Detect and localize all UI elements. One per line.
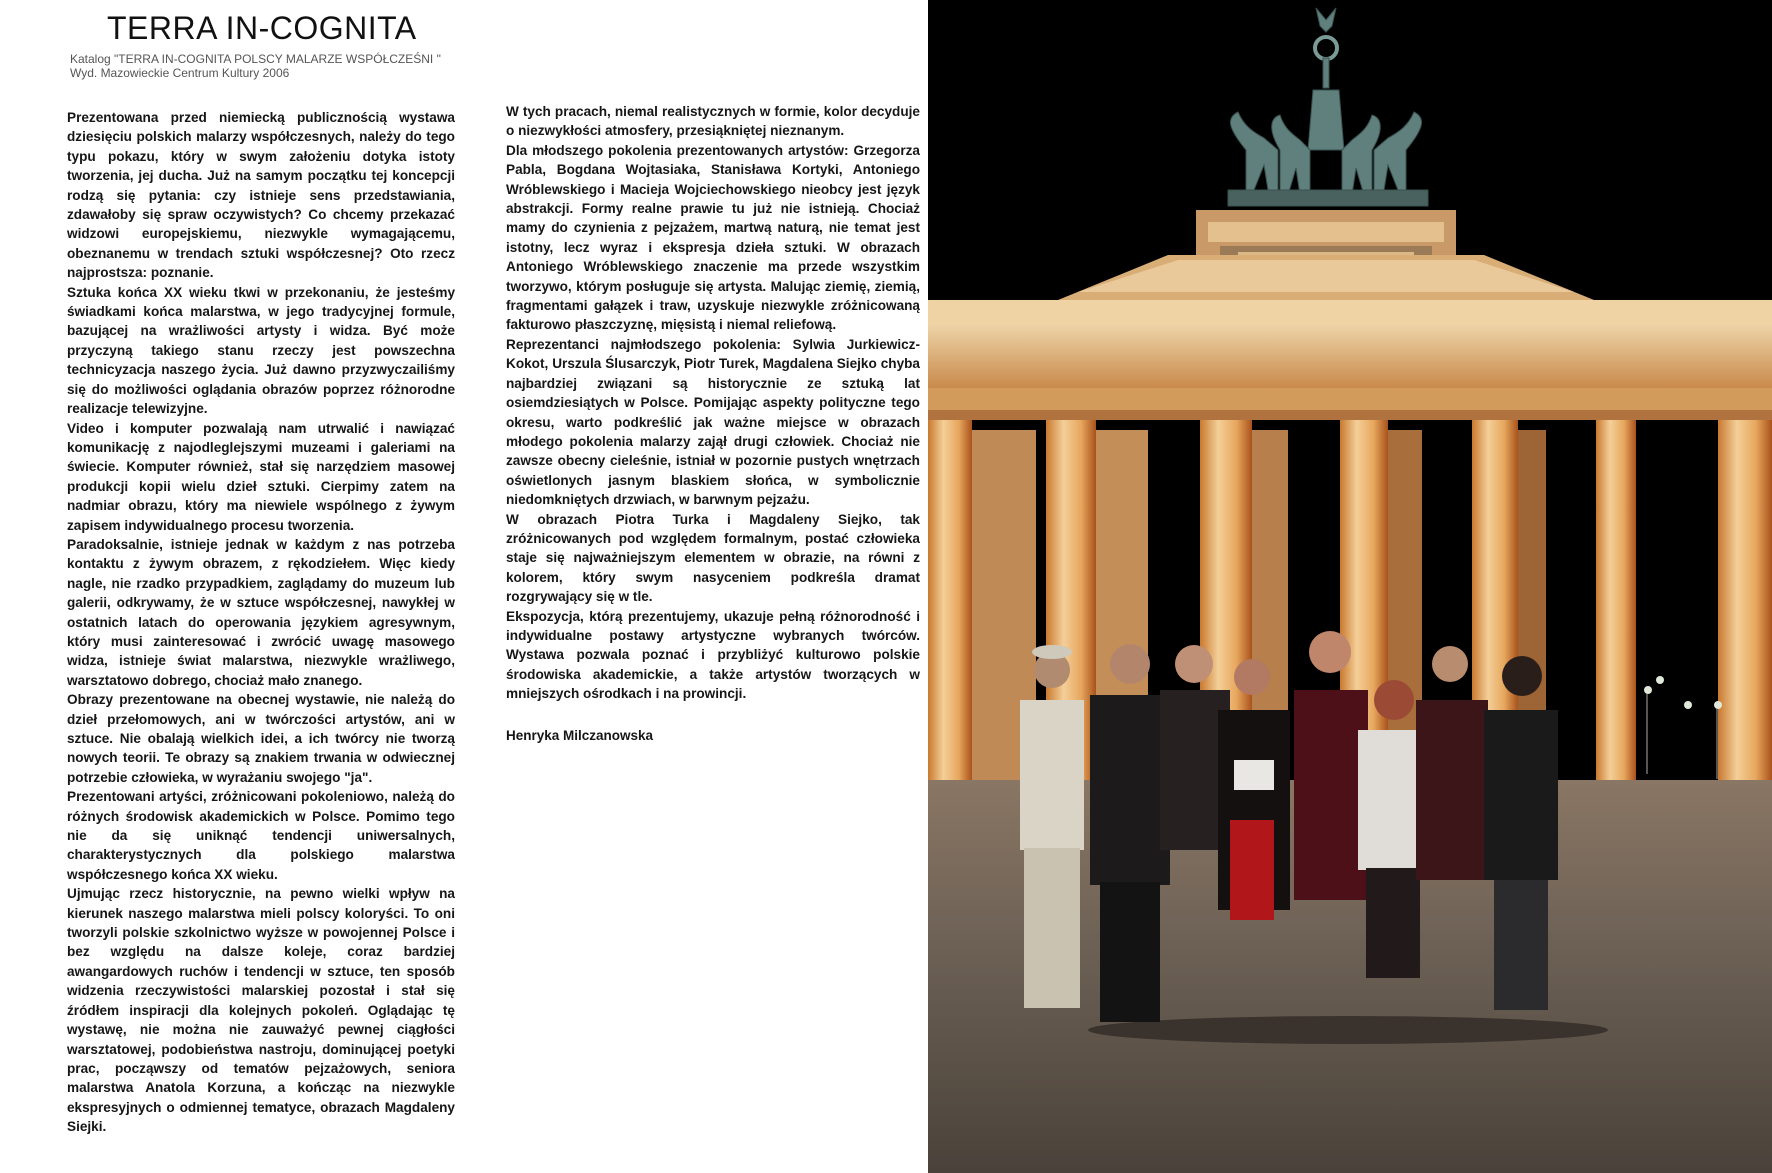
paragraph: W tych pracach, niemal realistycznych w formie, kolor decyduje o niezwykłości atmosfery, przesiąkniętej nieznanym. (506, 104, 920, 139)
page-title: TERRA IN-COGNITA (107, 10, 417, 46)
paragraph: Ujmując rzecz historycznie, na pewno wielki wpływ na kierunek naszego malarstwa mieli polscy koloryści. To oni tworzyli polskie szkolnictwo wyższe w powojennej Polsce i bez względu na dalsze koleje, coraz bardziej awangardowych ruchów i tendencji w sztuce, ten sposób widzenia rzeczywistości malarskiej pozostał i stał się źródłem inspiracji dla kolejnych pokoleń. Oglądając tę wystawę, nie można nie zauważyć pewnej ciągłości warsztatowej, podobieństwa nastroju, dominującej poetyki prac, począwszy od tematów pejzażowych, seniora malarstwa Anatola Korzuna, a kończąc na niezwykle ekspresyjnych o odmiennej tematyce, obrazach Magdaleny Siejki. (67, 886, 455, 1135)
catalog-info (70, 52, 441, 80)
paragraph: Prezentowani artyści, zróżnicowani pokoleniowo, należą do różnych środowisk akademickich w Polsce. Pomimo tego nie da się uniknąć tendencji uniwersalnych, charakterystycznych dla polskiego malarstwa współczesnego końca XX wieku. (67, 789, 455, 882)
catalog-publisher-line: Wyd. Mazowieckie Centrum Kultury 2006 (70, 66, 290, 80)
article-left-column (67, 108, 455, 1137)
paragraph: W obrazach Piotra Turka i Magdaleny Siejko, tak zróżnicowanych pod względem formalnym, postać człowieka staje się najważniejszym elementem w obrazie, na równi z kolorem, który swym nasyceniem podkreśla dramat rozgrywający się w tle. (506, 511, 920, 605)
gate-entablature (928, 300, 1772, 420)
paragraph: Paradoksalnie, istnieje jednak w każdym z nas potrzeba kontaktu z żywym obrazem, z rękodziełem. Więc kiedy nagle, nie rzadko przypadkiem, zaglądamy do muzeum lub galerii, odkrywamy, że w sztuce współczesnej, nawykłej w ostatnich latach do operowania językiem agresywnym, który musi zainteresować i zwrócić uwagę masowego widza, istnieje świat malarstwa, niezwykle wrażliwego, warsztatowo dobrego, chociaż mało znanego. (67, 536, 455, 688)
paragraph: Video i komputer pozwalają nam utrwalić i nawiązać komunikację z najodleglejszymi muzeami i galeriami na świecie. Komputer również, stał się narzędziem masowej produkcji kopii wielu dzieł sztuki. Cierpimy zatem na nadmiar obrazu, który ma niewiele wspólnego z żywym zapisem indywidualnego procesu tworzenia. (67, 420, 455, 533)
article-right-column (506, 102, 920, 745)
paragraph: Obrazy prezentowane na obecnej wystawie, nie należą do dzieł przełomowych, ani w twórczości artystów, ani w sztuce. Nie obalają wielkich idei, a ich twórcy nie tworzą nowych teorii. Te obrazy są znakiem trwania w odwiecznej potrzebie człowieka, w wyrażaniu swojego "ja". (67, 692, 455, 785)
photo-illustration (928, 0, 1772, 1173)
paragraph: Prezentowana przed niemiecką publicznością wystawa dziesięciu polskich malarzy współczesnych, należy do tego typu pokazu, który w swym założeniu dotyka istoty tworzenia, jej ducha. Już na samym początku tej koncepcji rodzą się pytania: czy istnieje sens przedstawiania, zdawałoby się spraw oczywistych? Co chcemy przekazać widzowi europejskiemu, niezwykle wymagającemu, obeznanemu w trendach sztuki współczesnej? Oto rzecz najprostsza: poznanie. (67, 110, 455, 281)
paragraph: Reprezentanci najmłodszego pokolenia: Sylwia Jurkiewicz-Kokot, Urszula Ślusarczyk, Piotr Turek, Magdalena Siejko chyba najbardziej związani są historycznie ze sztuką lat osiemdziesiątych w Polsce. Pomijając aspekty polityczne tego okresu, warto podkreślić jak ważne miejsce w obrazach młodego pokolenia malarzy zajął drugi człowiek. Chociaż nie zawsze obecny cieleśnie, istniał w pozornie pustych wnętrzach oświetlonych jasnym blaskiem słońca, w symbolicznie niedomkniętych drzwiach, w barwnym pejzażu. (506, 336, 920, 508)
paragraph: Ekspozycja, którą prezentujemy, ukazuje pełną różnorodność i indywidualne postawy artystyczne wybranych twórców. Wystawa pozwala poznać i przybliżyć kulturowo polskie środowiska akademickie, a także artystów tworzących w mniejszych ośrodkach i na prowincji. (506, 608, 920, 702)
author-signature: Henryka Milczanowska (506, 727, 654, 743)
brandenburg-gate-photo (928, 0, 1772, 1173)
catalog-title-line: Katalog "TERRA IN-COGNITA POLSCY MALARZE WSPÓŁCZEŚNI " (70, 52, 441, 66)
paragraph: Sztuka końca XX wieku tkwi w przekonaniu, że jesteśmy świadkami końca malarstwa, w jego tradycyjnej formule, bazującej na wrażliwości artysty i widza. Być może przyczyną takiego stanu rzeczy jest powszechna technicyzacja naszego życia. Już dawno przyzwyczailiśmy się do możliwości oglądania obrazów poprzez różnorodne realizacje telewizyjne. (67, 284, 455, 417)
person-2 (1090, 644, 1170, 1022)
paragraph: Dla młodszego pokolenia prezentowanych artystów: Grzegorza Pabla, Bogdana Wojtasiaka, Stanisława Kortyki, Antoniego Wróblewskiego i Macieja Wojciechowskiego nieobcy jest język abstrakcji. Formy realne prawie tu już nie istnieją. Chociaż mamy do czynienia z pejzażem, martwą naturą, nie temat jest istotny, lecz wyraz i ekspresja dzieła sztuki. W obrazach Antoniego Wróblewskiego znaczenie ma przede wszystkim tworzywo, którym posługuje się artysta. Malując ziemię, ziemią, fragmentami gałązek i traw, uzyskuje niezwykle zróżnicowaną fakturowo płaszczyznę, mięsistą i niemal reliefową. (506, 142, 920, 333)
